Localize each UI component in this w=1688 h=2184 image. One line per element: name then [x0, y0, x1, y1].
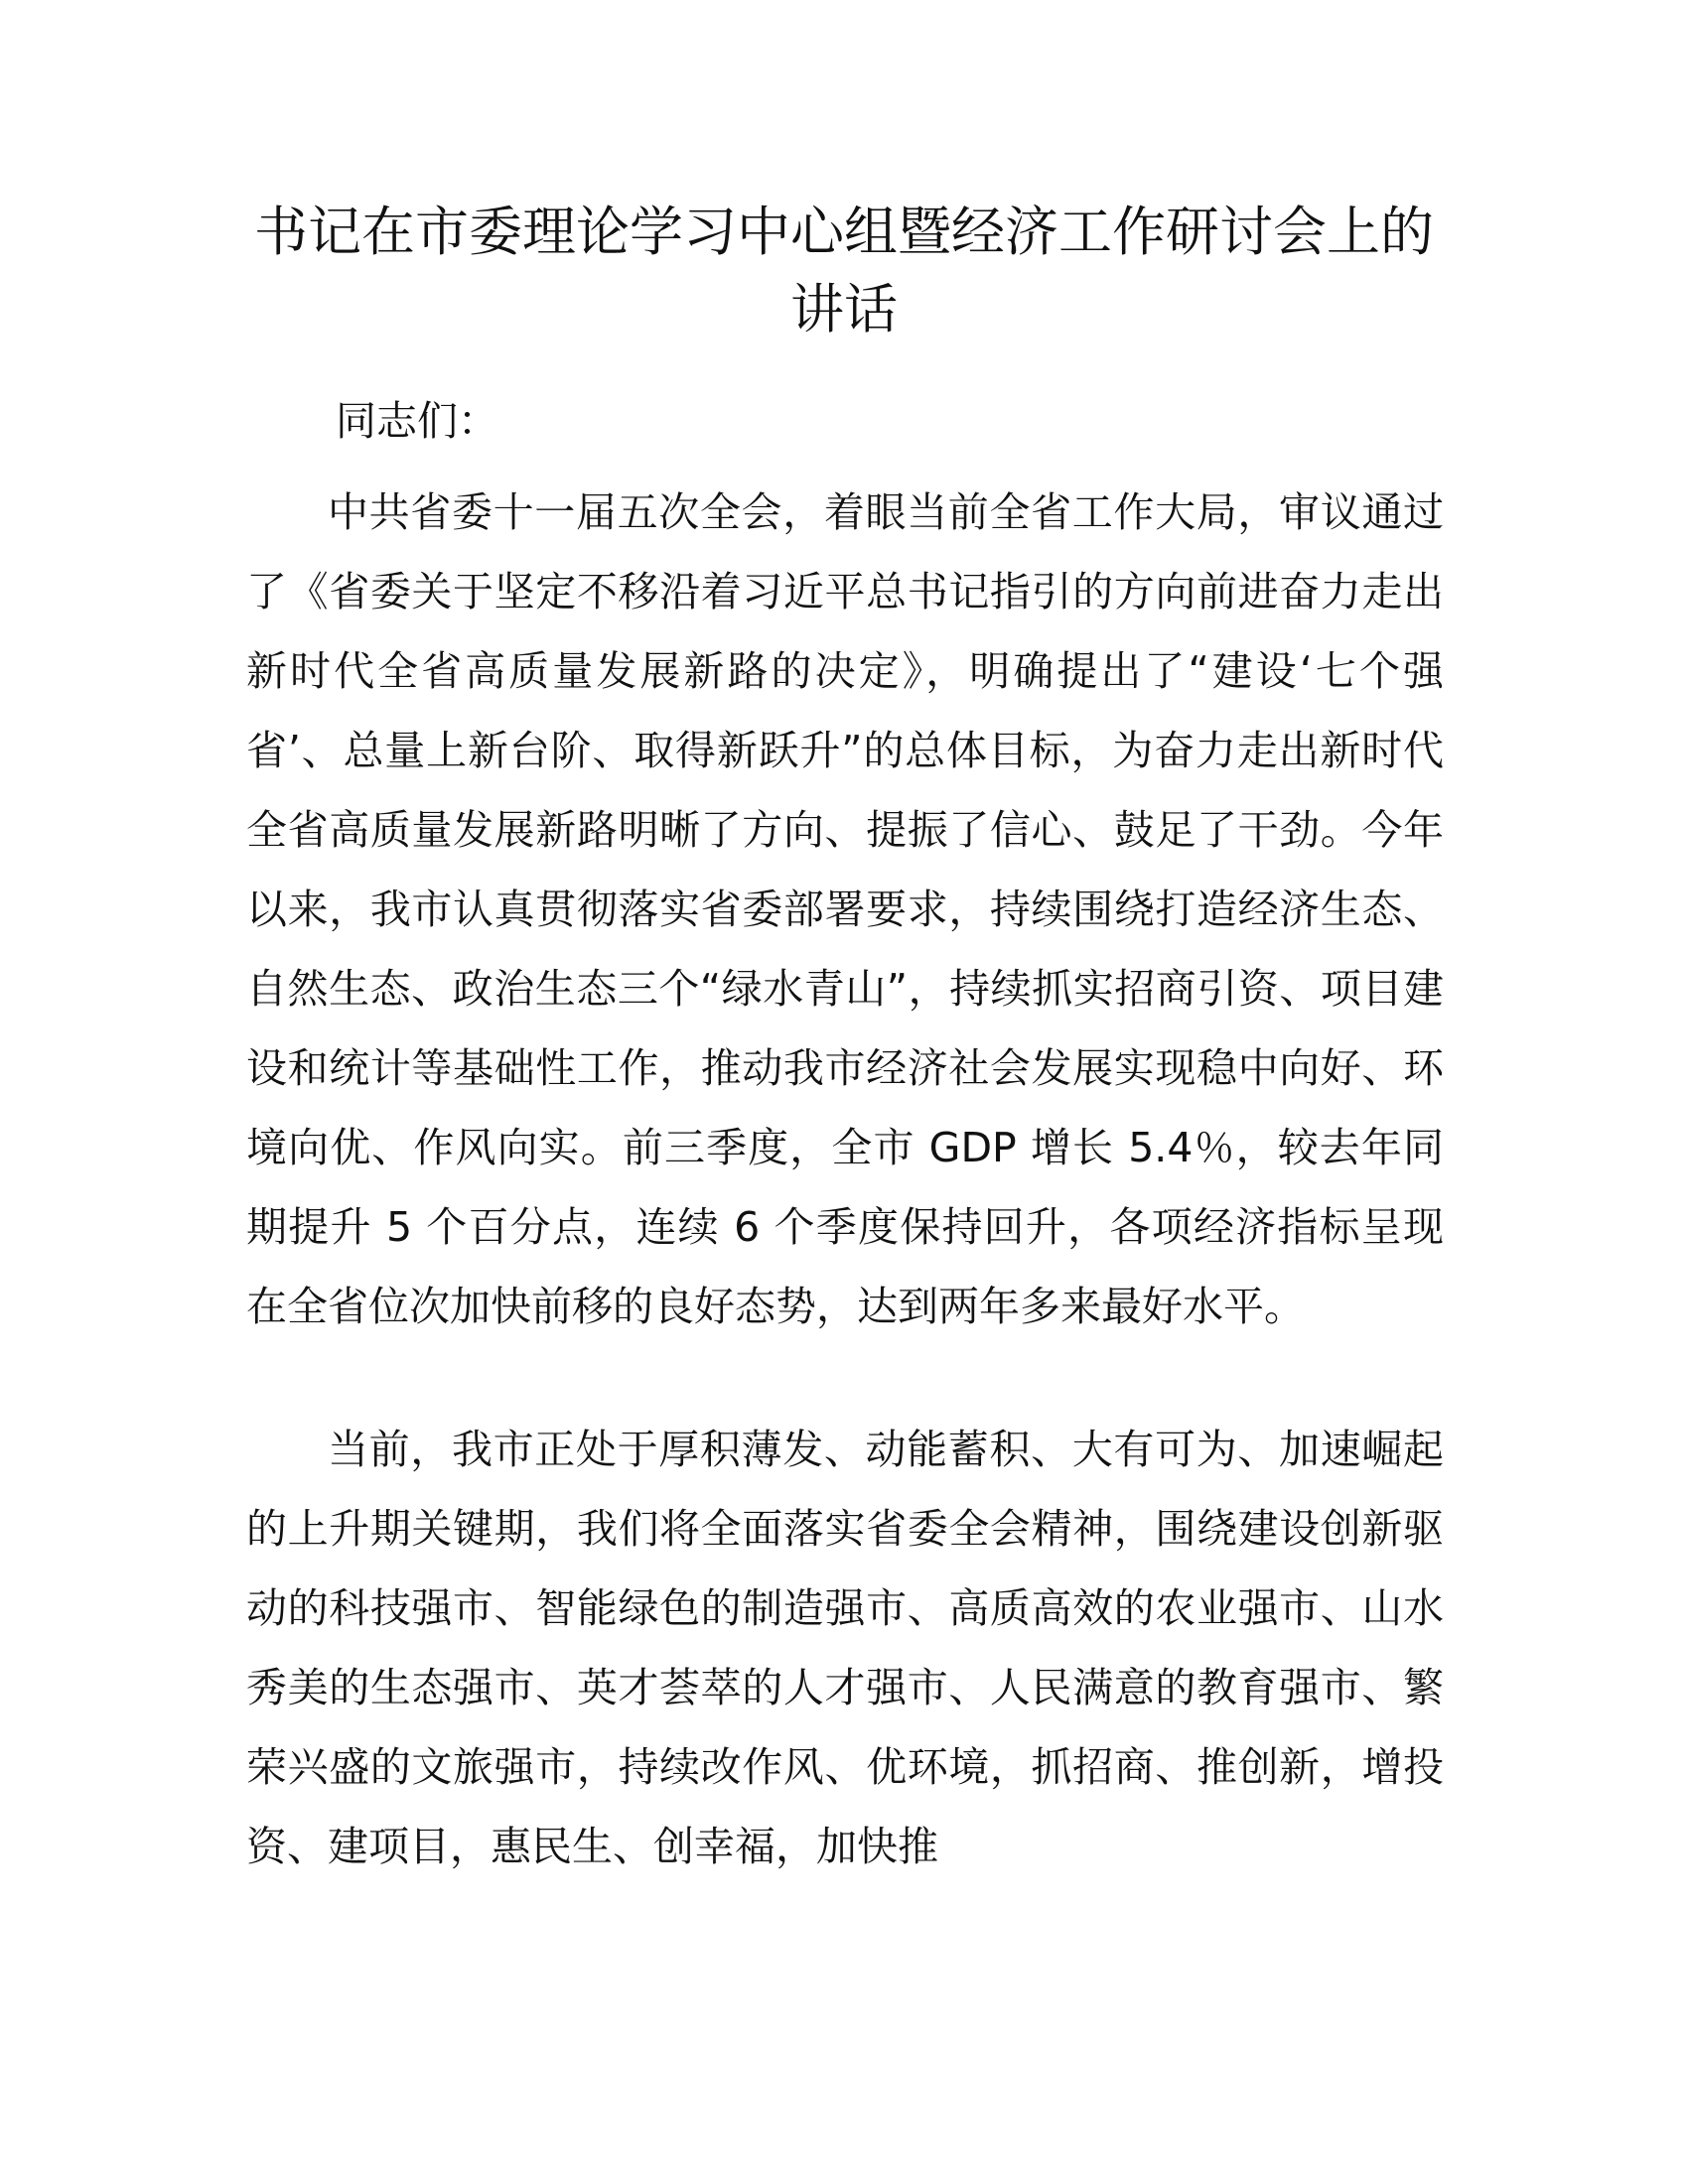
- document-title: 书记在市委理论学习中心组暨经济工作研讨会上的讲话: [254, 201, 1434, 341]
- salutation: 同志们：: [336, 397, 498, 445]
- body-paragraph-2: 当前，我市正处于厚积薄发、动能蓄积、大有可为、加速崛起的上升期关键期，我们将全面落实省委全会精神，围绕建设创新驱动的科技强市、智能绿色的制造强市、高质高效的农业强市、山水秀美的生态强市、英才荟萃的人才强市、人民满意的教育强市、繁荣兴盛的文旅强市，持续改作风、优环境，抓招商、推创新，增投资、建项目，惠民生、创幸福，加快推: [246, 1426, 1444, 1870]
- body-paragraph-1: 中共省委十一届五次全会，着眼当前全省工作大局，审议通过了《省委关于坚定不移沿着习近平总书记指引的方向前进奋力走出新时代全省高质量发展新路的决定》，明确提出了“建设‘七个强省’、总量上新台阶、取得新跃升”的总体目标，为奋力走出新时代全省高质量发展新路明晰了方向、提振了信心、鼓足了干劲。今年以来，我市认真贯彻落实省委部署要求，持续围绕打造经济生态、自然生态、政治生态三个“绿水青山”，持续抓实招商引资、项目建设和统计等基础性工作，推动我市经济社会发展实现稳中向好、环境向优、作风向实。前三季度，全市 GDP 增长 5.4％，较去年同期提升 5 个百分点，连续 6 个季度保持回升，各项经济指标呈现在全省位次加快前移的良好态势，达到两年多来最好水平。: [246, 488, 1444, 1330]
